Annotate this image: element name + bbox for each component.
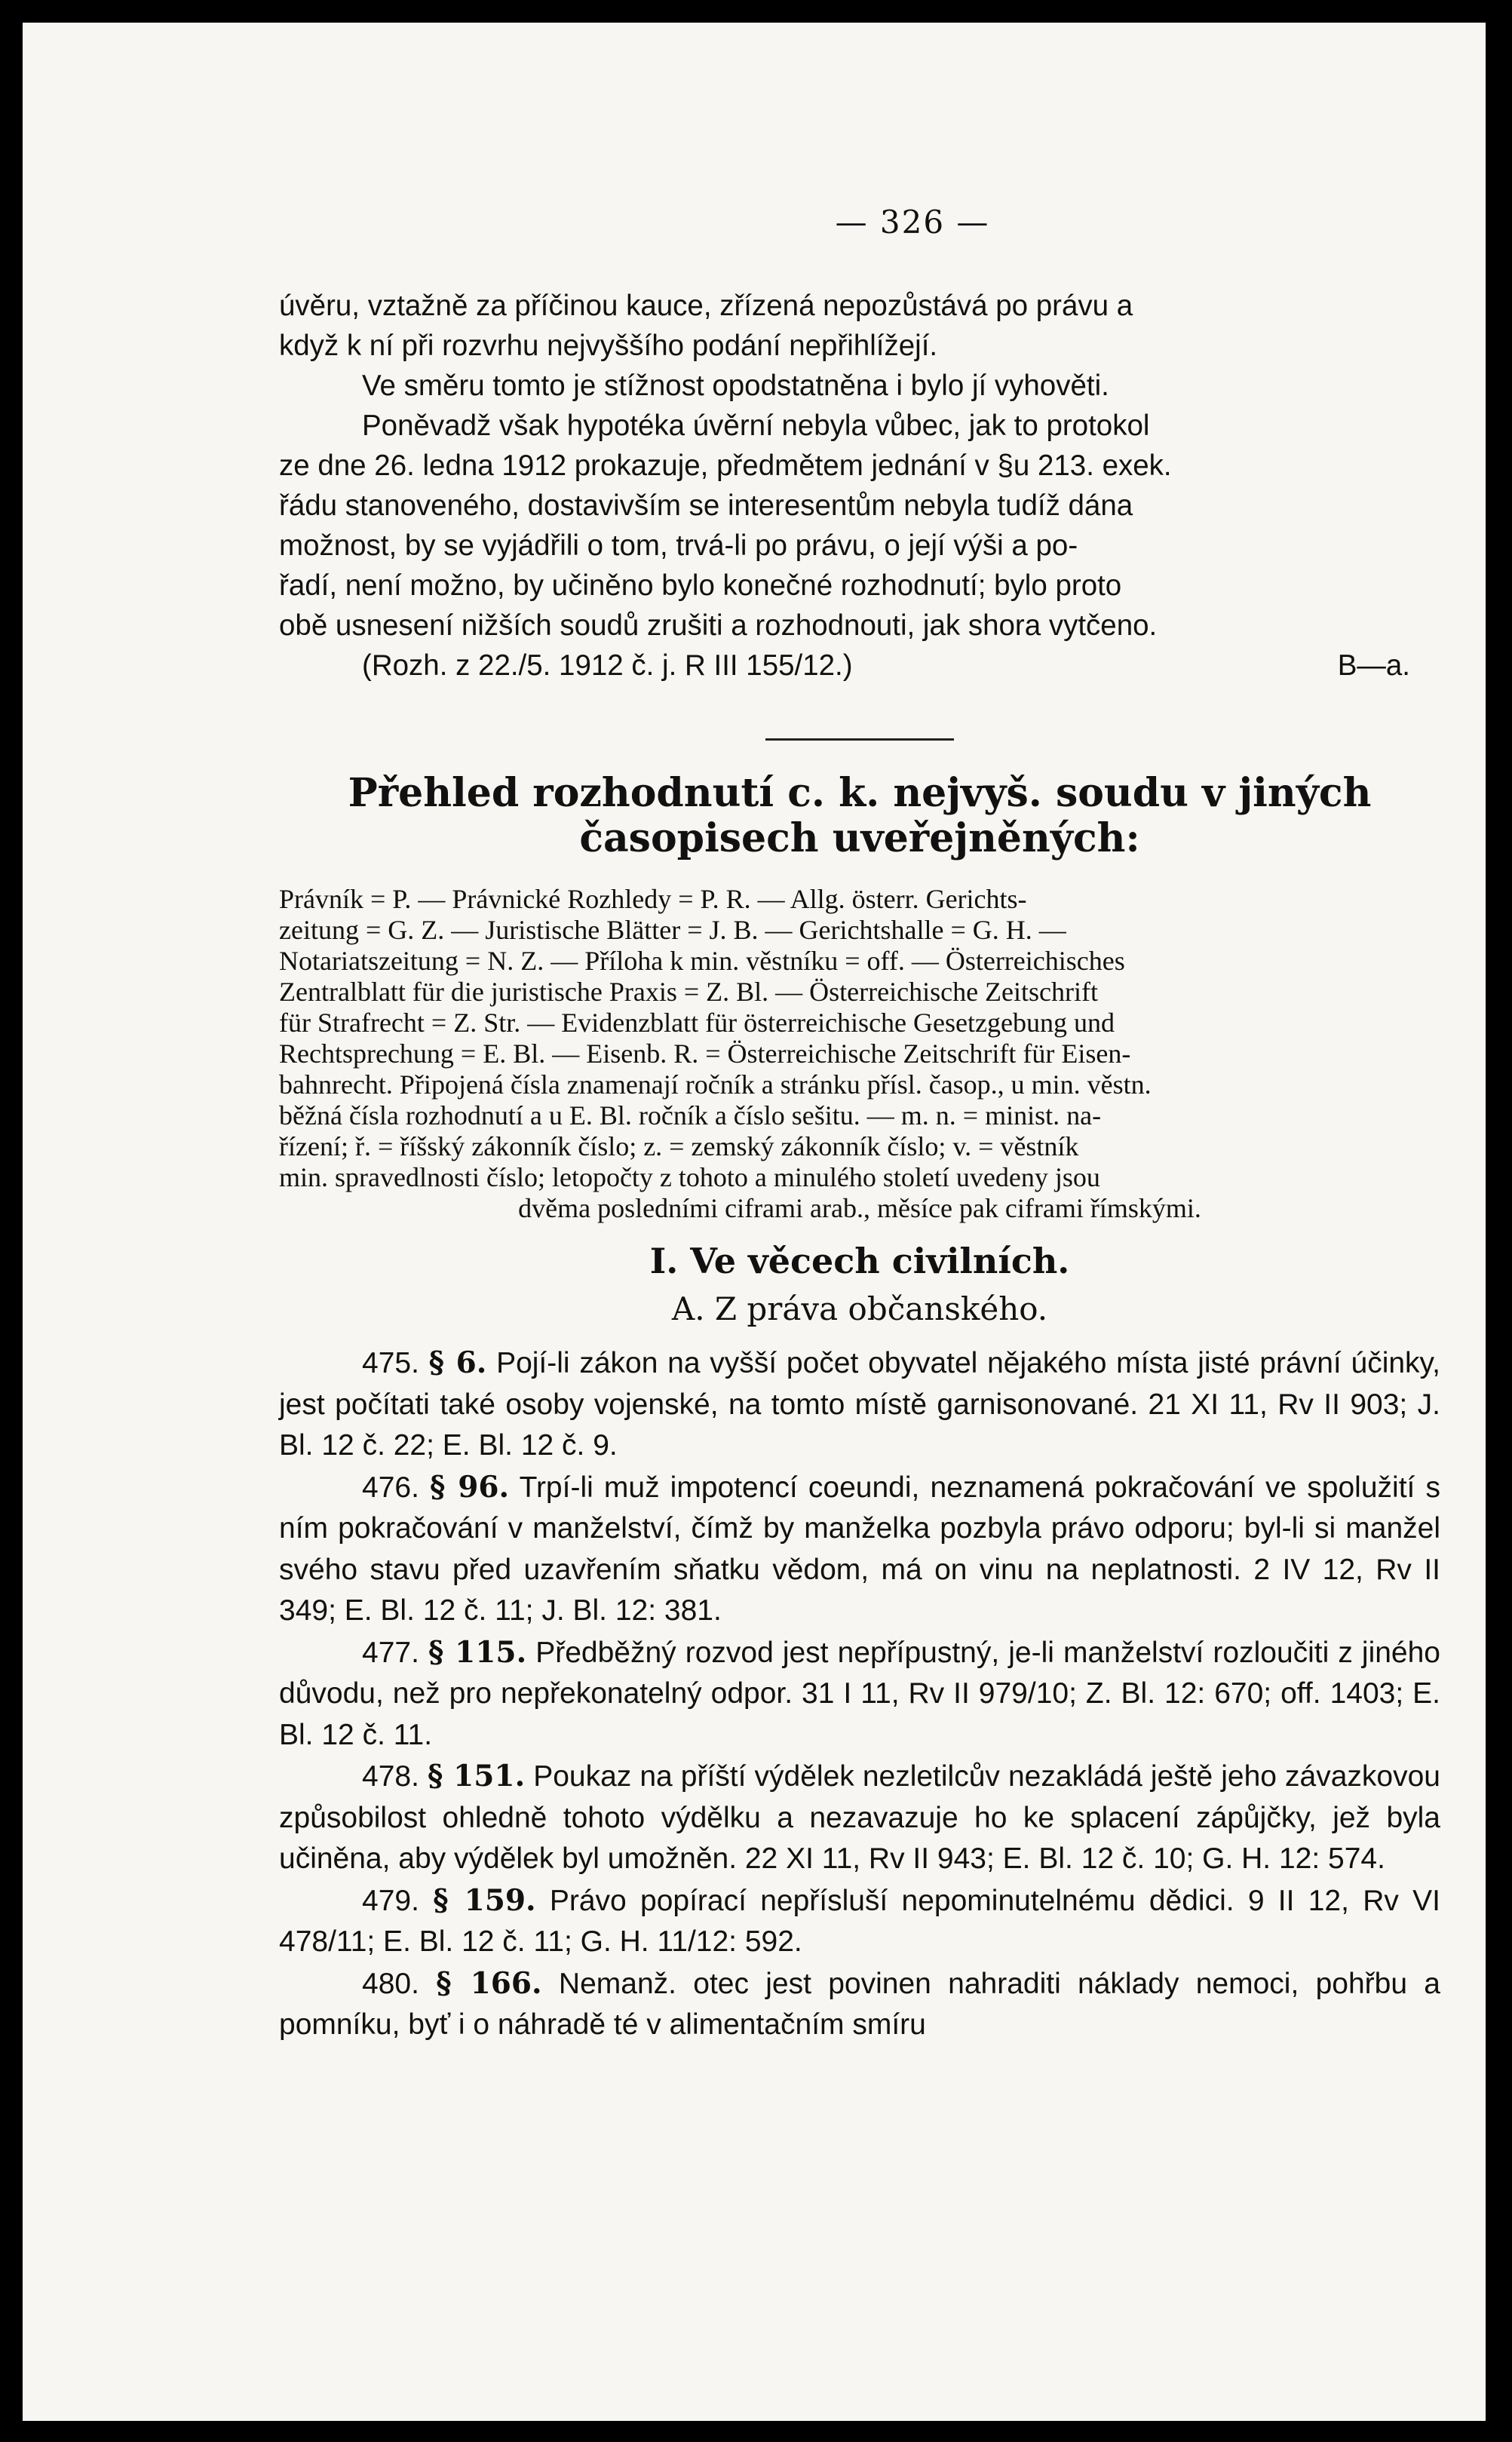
text-line: Poněvadž však hypotéka úvěrní nebyla vůbec, jak to protokol	[362, 410, 1150, 442]
abbreviation-line: Zentralblatt für die juristische Praxis = Z. Bl. — Österreichische Zeitschrift	[279, 977, 1098, 1007]
section-title: I. Ve věcech civilních.	[649, 1241, 1070, 1281]
list-item	[279, 1342, 1440, 1467]
entries-list	[279, 1342, 1440, 2046]
entry-number: 478.	[362, 1760, 419, 1793]
entry-number: 475.	[362, 1347, 419, 1379]
divider	[765, 738, 954, 741]
abbreviation-line: min. spravedlnosti číslo; letopočty z tohoto a minulého století uvedeny jsou	[279, 1162, 1100, 1192]
text-line: úvěru, vztažně za příčinou kauce, zřízená nepozůstává po právu a	[279, 290, 1133, 322]
entry-paragraph: § 115.	[428, 1634, 527, 1670]
intro-text	[279, 286, 1440, 686]
entry-paragraph: § 96.	[430, 1469, 510, 1505]
list-item	[279, 1963, 1440, 2046]
abbreviation-line: Právník = P. — Právnické Rozhledy = P. R. — Allg. österr. Gerichts-	[279, 884, 1027, 914]
entry-text: Trpí-li muž impotencí coeundi, neznamená pokračování ve spolužití s ním pokračování v manželství, čímž by manželka pozbyla právo odporu; byl-li si manžel svého stavu před uzavřením sňatku vědom, má on vinu na neplatnosti. 2 IV 12, Rv II 349; E. Bl. 12 č. 11; J. Bl. 12: 381.	[279, 1471, 1440, 1627]
list-item	[279, 1880, 1440, 1963]
text-line: když k ní při rozvrhu nejvyššího podání nepřihlížejí.	[279, 330, 938, 362]
signature: B—a.	[1337, 649, 1410, 682]
abbreviation-line: für Strafrecht = Z. Str. — Evidenzblatt für österreichische Gesetzgebung und	[279, 1008, 1115, 1038]
text-line: obě usnesení nižších soudů zrušiti a rozhodnouti, jak shora vytčeno.	[279, 609, 1158, 642]
entry-text: Právo popírací nepřísluší nepominutelnému dědici. 9 II 12, Rv VI 478/11; E. Bl. 12 č. 11; G. H. 11/12: 592.	[279, 1884, 1440, 1958]
subsection-title: A. Z práva občanského.	[671, 1290, 1048, 1327]
entry-text: Nemanž. otec jest povinen nahraditi náklady nemoci, pohřbu a pomníku, byť i o náhradě té v alimentačním smíru	[279, 1967, 1440, 2041]
list-item	[279, 1632, 1440, 1756]
entry-number: 476.	[362, 1471, 419, 1504]
overview-heading-line1: Přehled rozhodnutí c. k. nejvyš. soudu v jiných	[348, 770, 1372, 816]
entry-paragraph: § 166.	[436, 1965, 542, 2001]
list-item	[279, 1467, 1440, 1632]
abbreviation-line: Rechtsprechung = E. Bl. — Eisenb. R. = Österreichische Zeitschrift für Eisen-	[279, 1038, 1131, 1069]
abbreviation-line: bahnrecht. Připojená čísla znamenají ročník a stránku přísl. časop., u min. věstn.	[279, 1069, 1152, 1100]
abbreviation-line: běžná čísla rozhodnutí a u E. Bl. ročník a číslo sešitu. — m. n. = minist. na-	[279, 1100, 1102, 1130]
text-line: řadí, není možno, by učiněno bylo konečné rozhodnutí; bylo proto	[279, 569, 1122, 602]
page-number: — 326 —	[835, 204, 990, 241]
overview-heading-line2: časopisech uveřejněných:	[579, 815, 1140, 861]
abbreviation-line: Notariatszeitung = N. Z. — Příloha k min. věstníku = off. — Österreichisches	[279, 946, 1125, 976]
citation: (Rozh. z 22./5. 1912 č. j. R III 155/12.)	[362, 649, 853, 682]
text-line: řádu stanoveného, dostavivším se interesentům nebyla tudíž dána	[279, 489, 1133, 522]
entry-text: Předběžný rozvod jest nepřípustný, je-li manželství rozloučiti z jiného důvodu, než pro nepřekonatelný odpor. 31 I 11, Rv II 979/10; Z. Bl. 12: 670; off. 1403; E. Bl. 12 č. 11.	[279, 1636, 1440, 1751]
abbreviation-line: dvěma posledními ciframi arab., měsíce pak ciframi římskými.	[518, 1193, 1201, 1223]
entry-paragraph: § 151.	[427, 1759, 526, 1793]
citation-row	[279, 646, 1440, 686]
abbreviations-block	[279, 884, 1440, 1224]
entry-number: 477.	[362, 1636, 419, 1669]
abbreviation-line: zeitung = G. Z. — Juristische Blätter = J. B. — Gerichtshalle = G. H. —	[279, 915, 1066, 945]
text-line: možnost, by se vyjádřili o tom, trvá-li po právu, o její výši a po-	[279, 529, 1078, 562]
entry-text: Pojí-li zákon na vyšší počet obyvatel nějakého místa jisté právní účinky, jest počítati také osoby vojenské, na tomto místě garnisonované. 21 XI 11, Rv II 903; J. Bl. 12 č. 22; E. Bl. 12 č. 9.	[279, 1347, 1441, 1462]
list-item	[279, 1756, 1440, 1880]
entry-text: Poukaz na příští výdělek nezletilcův nezakládá ještě jeho závazkovou způsobilost ohledně tohoto výdělku a nezavazuje ho ke splacení zápůjčky, jež byla učiněna, aby výdělek byl umožněn. 22 XI 11, Rv II 943; E. Bl. 12 č. 10; G. H. 12: 574.	[279, 1760, 1440, 1875]
entry-paragraph: § 6.	[428, 1345, 487, 1380]
content	[279, 204, 1440, 2046]
text-line: Ve směru tomto je stížnost opodstatněna i bylo jí vyhověti.	[362, 370, 1109, 402]
entry-number: 479.	[362, 1884, 419, 1917]
page	[23, 23, 1486, 2421]
entry-paragraph: § 159.	[433, 1882, 536, 1918]
text-line: ze dne 26. ledna 1912 prokazuje, předmětem jednání v §u 213. exek.	[279, 449, 1172, 482]
entry-number: 480.	[362, 1967, 419, 2000]
abbreviation-line: řízení; ř. = říšský zákonník číslo; z. = zemský zákonník číslo; v. = věstník	[279, 1131, 1079, 1161]
